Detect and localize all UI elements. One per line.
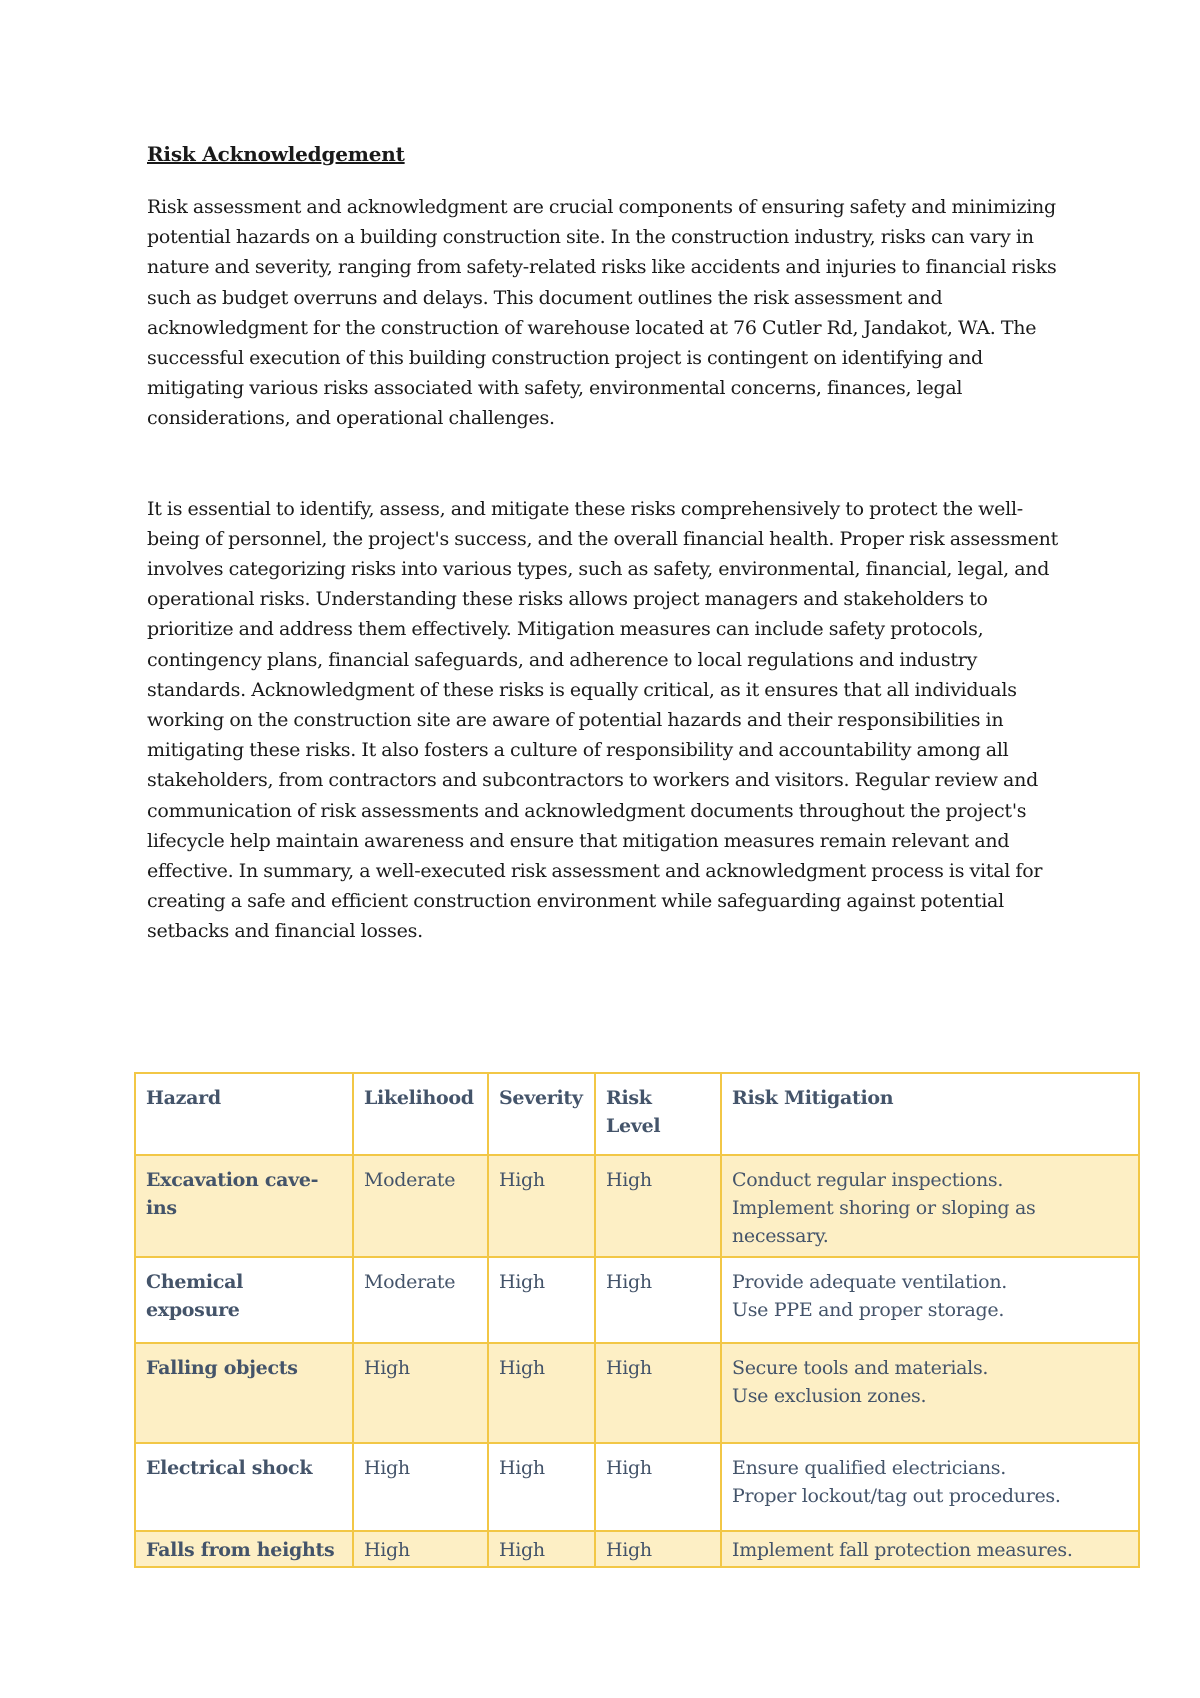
mitigation-line: Implement fall protection measures. [732,1539,1073,1561]
document-body [147,140,1067,947]
severity-cell: High [488,1343,595,1443]
mitigation-line: Conduct regular inspections. [732,1169,1004,1191]
body-paragraph: It is essential to identify, assess, and mitigate these risks comprehensively to protect the well-being of personnel, the project's success, and the overall financial health. Proper risk assessment involves categorizing risks into various types, such as safety, environmental, financial, legal, and operational risks. Understanding these risks allows project managers and stakeholders to prioritize and address them effectively. Mitigation measures can include safety protocols, contingency plans, financial safeguards, and adherence to local regulations and industry standards. Acknowledgment of these risks is equally critical, as it ensures that all individuals working on the construction site are aware of potential hazards and their responsibilities in mitigating these risks. It also fosters a culture of responsibility and accountability among all stakeholders, from contractors and subcontractors to workers and visitors. Regular review and communication of risk assessments and acknowledgment documents throughout the project's lifecycle help maintain awareness and ensure that mitigation measures remain relevant and effective. In summary, a well-executed risk assessment and acknowledgment process is vital for creating a safe and efficient construction environment while safeguarding against potential setbacks and financial losses. [147,497,1058,943]
mitigation-cell [721,1155,1139,1257]
likelihood-cell: High [353,1531,488,1567]
table-row [135,1257,1139,1343]
risk-level-cell: High [595,1257,721,1343]
mitigation-line: Proper lockout/tag out procedures. [732,1485,1061,1507]
likelihood-cell: Moderate [353,1155,488,1257]
table-header-row [135,1073,1139,1155]
mitigation-line: Provide adequate ventilation. [732,1271,1008,1293]
mitigation-line: Use PPE and proper storage. [732,1299,1005,1321]
hazard-cell: Falls from heights [135,1531,353,1567]
risk-level-cell: High [595,1443,721,1531]
mitigation-line: Ensure qualified electricians. [732,1457,1006,1479]
hazard-cell: Electrical shock [135,1443,353,1531]
likelihood-cell: Moderate [353,1257,488,1343]
risk-level-cell: High [595,1155,721,1257]
table-row [135,1155,1139,1257]
header-risk-level: Risk Level [595,1073,721,1155]
severity-cell: High [488,1155,595,1257]
header-likelihood: Likelihood [353,1073,488,1155]
intro-paragraph: Risk assessment and acknowledgment are crucial components of ensuring safety and minimizing potential hazards on a building construction site. In the construction industry, risks can vary in nature and severity, ranging from safety-related risks like accidents and injuries to financial risks such as budget overruns and delays. This document outlines the risk assessment and acknowledgment for the construction of warehouse located at 76 Cutler Rd, Jandakot, WA. The successful execution of this building construction project is contingent on identifying and mitigating various risks associated with safety, environmental concerns, finances, legal considerations, and operational challenges. [147,196,1057,430]
hazard-cell: Chemical exposure [135,1257,353,1343]
likelihood-cell: High [353,1443,488,1531]
header-severity: Severity [488,1073,595,1155]
table-row [135,1343,1139,1443]
table-row [135,1443,1139,1531]
mitigation-cell [721,1531,1139,1567]
risk-level-cell: High [595,1531,721,1567]
mitigation-cell [721,1343,1139,1443]
mitigation-cell [721,1257,1139,1343]
mitigation-line: Implement shoring or sloping as necessary. [732,1197,1036,1247]
mitigation-line: Use exclusion zones. [732,1385,927,1407]
hazard-cell: Falling objects [135,1343,353,1443]
header-hazard: Hazard [135,1073,353,1155]
risk-level-cell: High [595,1343,721,1443]
severity-cell: High [488,1531,595,1567]
mitigation-cell [721,1443,1139,1531]
severity-cell: High [488,1257,595,1343]
hazard-cell: Excavation cave-ins [135,1155,353,1257]
mitigation-line: Secure tools and materials. [732,1357,989,1379]
likelihood-cell: High [353,1343,488,1443]
risk-table [134,1072,1140,1568]
header-risk-mitigation: Risk Mitigation [721,1073,1139,1155]
severity-cell: High [488,1443,595,1531]
table-row [135,1531,1139,1567]
document-title: Risk Acknowledgement [147,142,405,166]
